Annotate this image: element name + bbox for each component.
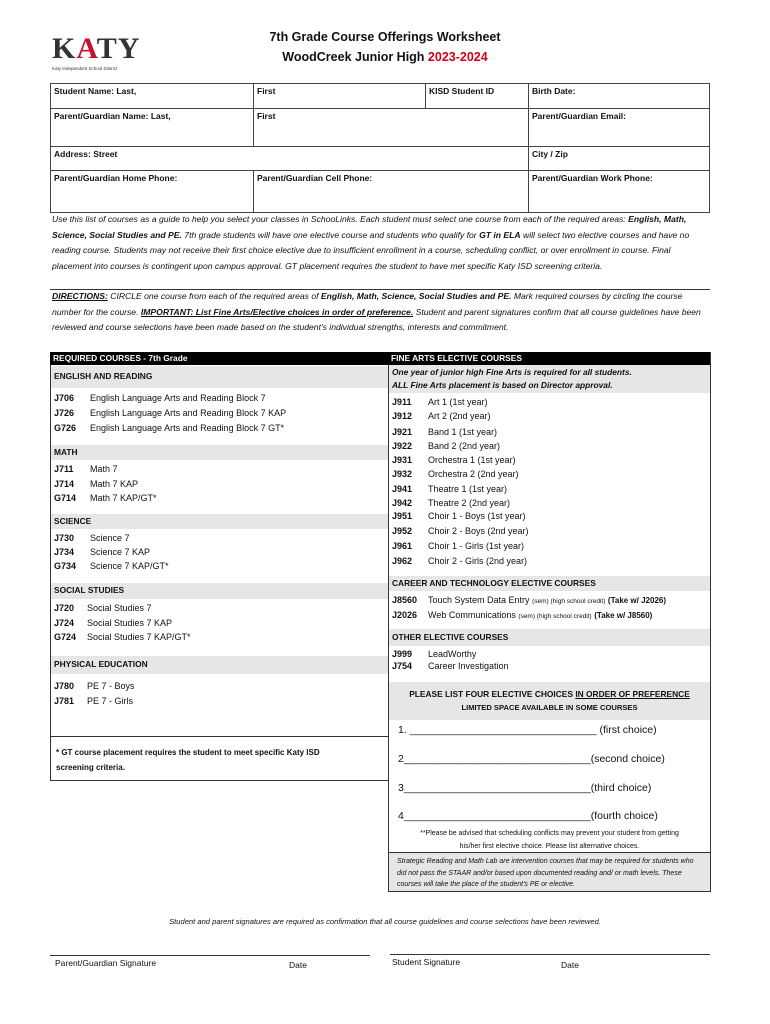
pe-section-title: PHYSICAL EDUCATION <box>51 656 388 674</box>
student-signature-line[interactable] <box>390 954 710 955</box>
gt-note: * GT course placement requires the student to meet specific Katy ISD screening criteria. <box>56 748 320 772</box>
page-title: 7th Grade Course Offerings Worksheet <box>269 30 501 44</box>
cell-phone-field[interactable]: Parent/Guardian Cell Phone: <box>254 171 529 213</box>
birth-date-field[interactable]: Birth Date: <box>529 84 710 109</box>
parent-email-field[interactable]: Parent/Guardian Email: <box>529 109 710 147</box>
home-phone-field[interactable]: Parent/Guardian Home Phone: <box>51 171 254 213</box>
city-zip-field[interactable]: City / Zip <box>529 147 710 171</box>
right-border <box>710 352 711 892</box>
student-first-name-field[interactable]: First <box>254 84 426 109</box>
work-phone-field[interactable]: Parent/Guardian Work Phone: <box>529 171 710 213</box>
cte-section-title: CAREER AND TECHNOLOGY ELECTIVE COURSES <box>389 576 710 591</box>
divider <box>50 736 388 737</box>
address-field[interactable]: Address: Street <box>51 147 529 171</box>
elective-choice-1[interactable]: 1. ________________________________ (first choice) <box>398 724 657 736</box>
instructions-text: Use this list of courses as a guide to help you select your classes in SchooLinks. Each student must select one course from each of the required areas: English, Math, Science, Social Studies and PE. 7th grade students will have one elective course and students who qualify for GT in ELA will select two elective courses and have no reading course. Students may not receive their first choice elective due to insufficient enrollment in a course, scheduling conflict, or over enrollment in course. Final placement into courses is contingent upon campus approval. GT placement requires the student to have met specific Katy ISD screening criteria. <box>52 214 690 271</box>
fine-arts-header: FINE ARTS ELECTIVE COURSES <box>388 352 710 365</box>
other-electives-title: OTHER ELECTIVE COURSES <box>389 629 710 646</box>
logo-subtitle: Katy Independent School District <box>52 66 118 71</box>
strategic-reading-note: Strategic Reading and Math Lab are intervention courses that may be required for students who did not pass the STAAR and/or based upon documented reading and/ or math levels. These courses will take the place of the student's PE or elective. <box>389 852 710 892</box>
signature-confirmation-text: Student and parent signatures are required as confirmation that all course guidelines and course selections have been reviewed. <box>169 917 601 926</box>
parent-name-field[interactable]: Parent/Guardian Name: Last, <box>51 109 254 147</box>
elective-choice-3[interactable]: 3________________________________(third choice) <box>398 782 652 794</box>
parent-date-label: Date <box>289 960 307 970</box>
elective-choices-header: PLEASE LIST FOUR ELECTIVE CHOICES IN ORDER OF PREFERENCE LIMITED SPACE AVAILABLE IN SOME COURSES <box>389 682 710 720</box>
required-courses-header: REQUIRED COURSES - 7th Grade <box>50 352 388 365</box>
logo-wordmark: KATY <box>52 32 141 65</box>
student-date-label: Date <box>561 960 579 970</box>
elective-choice-4[interactable]: 4________________________________(fourth choice) <box>398 810 658 822</box>
student-signature-label: Student Signature <box>392 957 461 967</box>
left-border <box>50 352 51 780</box>
social-studies-section-title: SOCIAL STUDIES <box>51 583 388 599</box>
parent-signature-label: Parent/Guardian Signature <box>55 958 157 968</box>
kisd-id-field[interactable]: KISD Student ID <box>426 84 529 109</box>
fine-arts-notes: One year of junior high Fine Arts is required for all students. ALL Fine Arts placement is based on Director approval. <box>389 365 710 393</box>
student-info-table <box>50 83 710 213</box>
left-bottom-border <box>50 780 388 781</box>
science-section-title: SCIENCE <box>51 514 388 529</box>
scheduling-advisory: **Please be advised that scheduling conflicts may prevent your student from getting his/her first elective choice. Please list alternative choices. <box>420 830 679 850</box>
student-name-field[interactable]: Student Name: Last, <box>51 84 254 109</box>
elective-choice-2[interactable]: 2________________________________(second choice) <box>398 753 665 765</box>
math-section-title: MATH <box>51 445 388 460</box>
center-divider <box>388 352 389 892</box>
school-year-title: WoodCreek Junior High 2023-2024 <box>282 50 488 64</box>
directions-text: DIRECTIONS: CIRCLE one course from each of the required areas of English, Math, Science, Social Studies and PE. Mark required courses by circling the course number for the course. IMPORTANT: List Fine Arts/Elective choices in order of preference. Student and parent signatures confirm that all course guidelines have been reviewed and course selections have been made based on the student's individual strengths, interests and commitment. <box>52 291 701 332</box>
parent-first-name-field[interactable]: First <box>254 109 529 147</box>
parent-signature-line[interactable] <box>50 955 370 956</box>
english-section-title: ENGLISH AND READING <box>51 366 388 388</box>
